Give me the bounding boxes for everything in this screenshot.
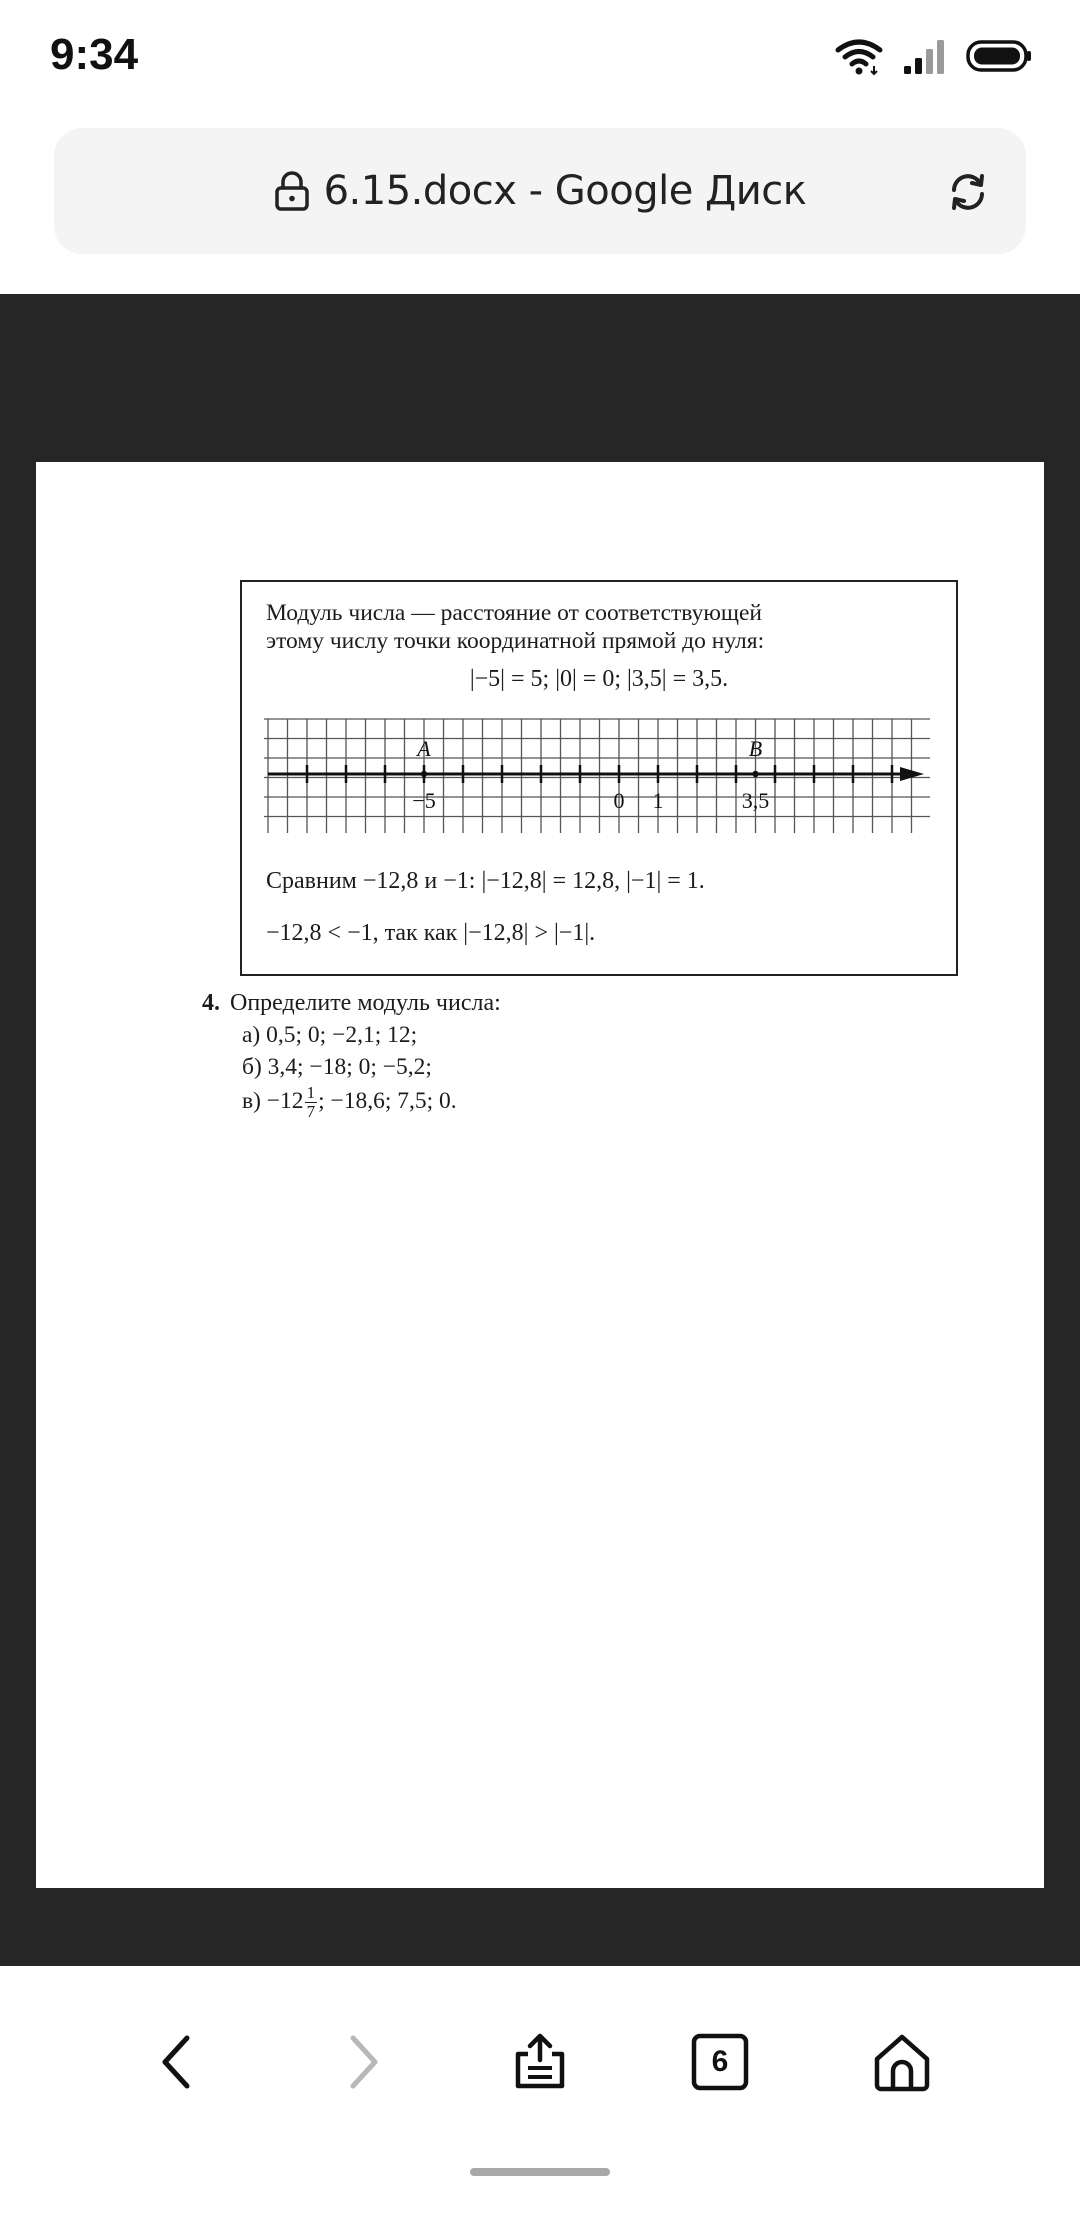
document-viewer[interactable] [0, 294, 1080, 1966]
rule-text-line1: Модуль числа — расстояние от соответствующей [266, 600, 763, 626]
tick-label-one: 1 [652, 788, 664, 813]
status-icons [834, 36, 1032, 76]
share-button[interactable] [500, 2022, 580, 2102]
battery-icon [966, 39, 1032, 73]
forward-button[interactable] [322, 2022, 402, 2102]
task-item-v-suffix: ; −18,6; 7,5; 0. [318, 1087, 457, 1114]
compare-conclusion: −12,8 < −1, так как |−12,8| > |−1|. [266, 920, 596, 946]
task-item-b: б) 3,4; −18; 0; −5,2; [242, 1054, 432, 1080]
tabs-count: 6 [711, 2045, 729, 2078]
rule-formulas: |−5| = 5; |0| = 0; |3,5| = 3,5. [469, 666, 729, 692]
wifi-icon [834, 36, 884, 76]
document-page [36, 462, 1044, 1888]
tabs-button[interactable] [680, 2022, 760, 2102]
compare-example: Сравним −12,8 и −1: |−12,8| = 12,8, |−1| = 1. [266, 868, 705, 894]
fraction-numerator: 1 [306, 1083, 316, 1102]
point-a-label: A [417, 736, 431, 761]
tick-label-minus5: −5 [412, 788, 436, 813]
home-button[interactable] [862, 2022, 942, 2102]
tick-label-zero: 0 [613, 788, 625, 813]
point-b-label: B [748, 736, 763, 761]
fraction [305, 1084, 318, 1121]
address-content [54, 128, 1026, 254]
coordinate-line-figure [264, 718, 930, 834]
task-title-text: Определите модуль числа: [230, 990, 501, 1016]
status-time: 9:34 [50, 30, 139, 79]
reload-icon[interactable] [946, 170, 990, 214]
point-b-dot [752, 771, 758, 777]
home-indicator[interactable] [470, 2168, 610, 2176]
tick-label-three-five: 3,5 [741, 788, 770, 813]
home-icon [871, 2031, 933, 2093]
page-title: 6.15.docx - Google Диск [323, 168, 807, 214]
task-item-a: а) 0,5; 0; −2,1; 12; [242, 1022, 418, 1048]
back-button[interactable] [138, 2022, 218, 2102]
rule-box [240, 580, 958, 976]
point-a-dot [421, 771, 427, 777]
task-item-v [242, 1084, 457, 1121]
lock-icon [274, 171, 310, 211]
chevron-right-icon [337, 2032, 387, 2092]
status-bar [0, 0, 1080, 120]
address-bar[interactable] [54, 128, 1026, 254]
fraction-denominator: 7 [306, 1102, 316, 1121]
share-icon [508, 2030, 572, 2094]
chevron-left-icon [153, 2032, 203, 2092]
task-number: 4. [202, 990, 220, 1016]
bottom-navigation [0, 1966, 1080, 2220]
task-title [202, 990, 501, 1017]
signal-icon [902, 36, 948, 76]
rule-text-line2: этому числу точки координатной прямой до нуля: [266, 628, 765, 654]
task-item-v-prefix: в) −12 [242, 1087, 304, 1114]
